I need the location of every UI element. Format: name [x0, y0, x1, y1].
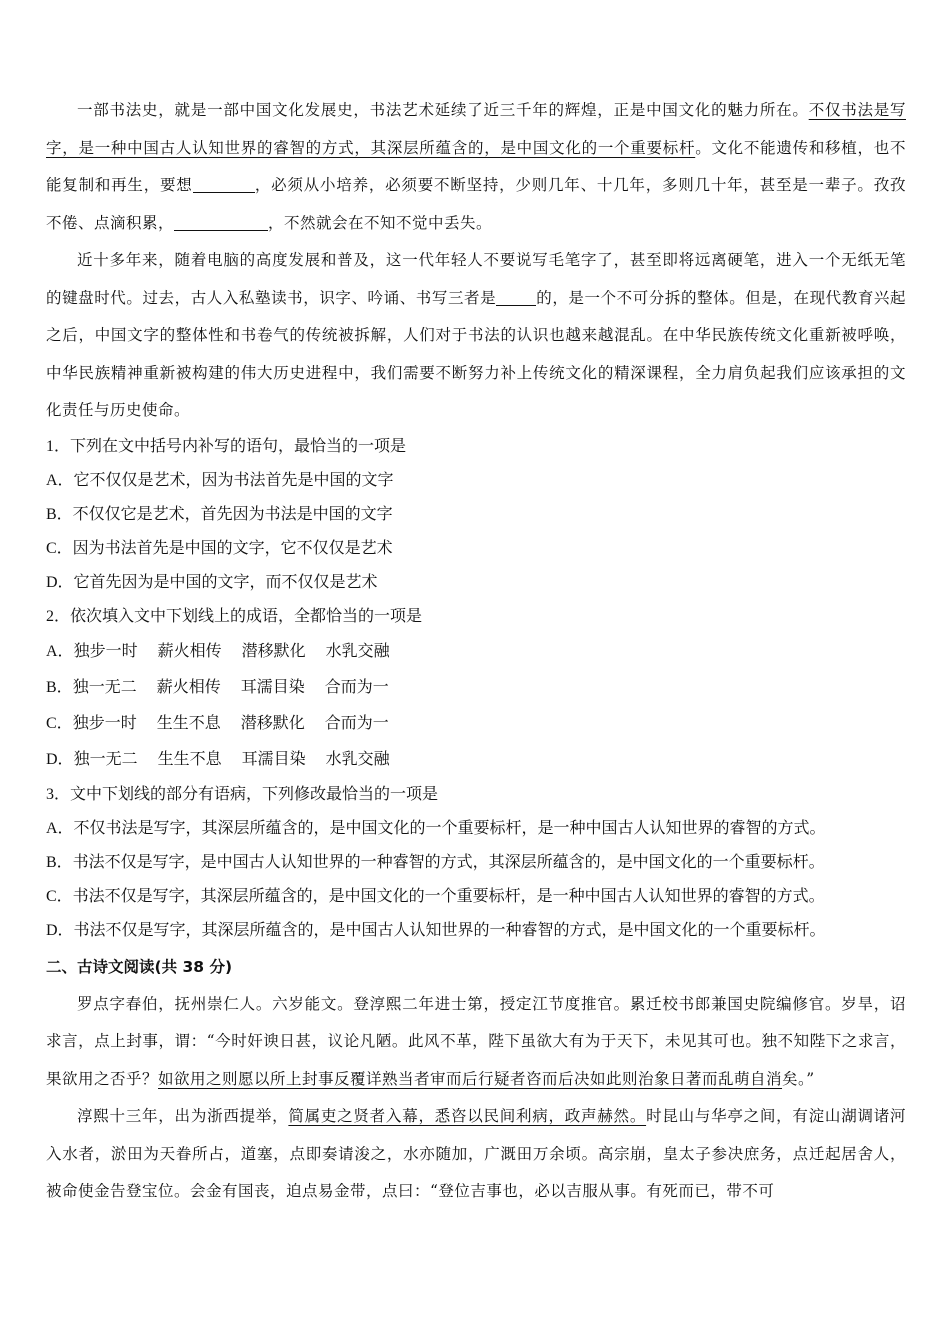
option-d: D．它首先因为是中国的文字，而不仅仅是艺术	[46, 573, 378, 591]
option-b: B．书法不仅是写字，是中国古人认知世界的一种睿智的方式，其深层所蕴含的，是中国文化的一个重要标杆。	[46, 853, 825, 871]
idiom: 薪火相传	[156, 678, 221, 696]
idiom: 水乳交融	[325, 750, 390, 768]
underlined-sentence: 简属吏之贤者入幕，悉咨以民间利病，政声赫然。	[288, 1107, 647, 1125]
idiom: 独步一时	[73, 642, 138, 660]
idiom: 生生不息	[156, 714, 221, 732]
classical-paragraph1	[46, 986, 906, 1099]
classical-text: 罗点字春伯，抚州崇仁人。六岁能文。登淳熙二年进士第，授定江节度推官。累迁校书郎兼国史院编修官。岁旱，诏求言，点上封事，谓：“今时奸谀日甚，议论凡陋。此风不革，陛下虽欲大有为于天下，未见其可也。独不知陛下之求言，果欲用之否乎？	[46, 994, 906, 1088]
passage1-text: 的，是一个不可分拆的整体。但是，在现代教育兴起之后，中国文字的整体性和书卷气的传统被拆解，人们对于书法的认识也越来越混乱。在中华民族传统文化重新被呼唤，中华民族精神重新被构建的伟大历史进程中，我们需要不断努力补上传统文化的精深课程，全力肩负起我们应该承担的文化责任与历史使命。	[46, 288, 906, 419]
fill-blank	[174, 214, 268, 231]
idiom: 耳濡目染	[241, 750, 306, 768]
option-label: B．	[46, 678, 73, 696]
idiom: 独一无二	[73, 750, 138, 768]
idiom: 独一无二	[72, 678, 137, 696]
option-d	[46, 742, 906, 778]
option-d: D．书法不仅是写字，其深层所蕴含的，是中国古人认知世界的一种睿智的方式，是中国文化的一个重要标杆。	[46, 921, 826, 939]
fill-blank	[193, 176, 255, 193]
option-label: C．	[46, 714, 73, 732]
question-2	[46, 600, 906, 778]
idiom: 耳濡目染	[240, 678, 305, 696]
idiom: 潜移默化	[241, 642, 306, 660]
option-a: A．不仅书法是写字，其深层所蕴含的，是中国文化的一个重要标杆，是一种中国古人认知世界的睿智的方式。	[46, 819, 826, 837]
classical-text: 时昆山与华亭之间，有淀山湖调诸河入水者，淤田为天眷所占，道塞，点即奏请浚之，水亦随加，广溉田万余顷。高宗崩，皇太子参决庶务，点迁起居舍人，被命使金告登宝位。会金有国丧，迫点易金带，点曰：“登位吉事也，必以吉服从事。有死而已，带不可	[46, 1107, 906, 1200]
underlined-sentence: 不仅书法是写字，是一种中国古人认知世界的睿智的方式，其深层所蕴含的，是中国文化的一个重要标杆	[46, 101, 906, 157]
idiom: 独步一时	[72, 714, 137, 732]
idiom: 生生不息	[157, 750, 222, 768]
passage1-paragraph1	[46, 92, 906, 242]
passage1-text: 近十多年来，随着电脑的高度发展和普及，这一代年轻人不要说写毛笔字了，甚至即将远离硬笔，进入一个无纸无笔的键盘时代。过去，古人入私塾读书，识字、吟诵、书写三者是	[46, 251, 906, 307]
option-a	[46, 634, 906, 670]
fill-blank	[496, 289, 536, 306]
option-c: C．书法不仅是写字，其深层所蕴含的，是中国文化的一个重要标杆，是一种中国古人认知世界的睿智的方式。	[46, 887, 825, 905]
passage1-text: 一部书法史，就是一部中国文化发展史，书法艺术延续了近三千年的辉煌，正是中国文化的魅力所在。	[77, 101, 809, 119]
option-c	[46, 706, 906, 742]
option-b: B．不仅仅它是艺术，首先因为书法是中国的文字	[46, 505, 393, 523]
classical-text: 矣。”	[782, 1069, 815, 1088]
idiom: 合而为一	[324, 714, 389, 732]
question-stem: 2．依次填入文中下划线上的成语，全都恰当的一项是	[46, 607, 423, 625]
passage1-text: ，不然就会在不知不觉中丢失。	[268, 213, 493, 232]
option-c: C．因为书法首先是中国的文字，它不仅仅是艺术	[46, 539, 393, 557]
idiom: 薪火相传	[157, 642, 222, 660]
question-1	[46, 430, 906, 600]
option-b	[46, 670, 906, 706]
option-a: A．它不仅仅是艺术，因为书法首先是中国的文字	[46, 471, 394, 489]
idiom: 水乳交融	[325, 642, 390, 660]
passage1-text: ，必须从小培养，必须要不断坚持，少则几年、十几年，多则几十年，甚至是一辈子。孜孜不倦、点滴积累，	[46, 176, 906, 232]
classical-paragraph2	[46, 1098, 906, 1211]
question-stem: 1．下列在文中括号内补写的语句，最恰当的一项是	[46, 437, 407, 455]
passage1-text: 。文化不能遗传和移植，也不能复制和再生，要想	[46, 138, 906, 194]
idiom: 潜移默化	[240, 714, 305, 732]
section-title: 二、古诗文阅读(共 38 分)	[46, 957, 233, 976]
passage1-paragraph2	[46, 242, 906, 430]
idiom: 合而为一	[324, 678, 389, 696]
option-label: A．	[46, 642, 74, 660]
underlined-sentence: 如欲用之则愿以所上封事反覆详熟当者审而后行疑者咨而后决如此则治象日著而乱萌自消	[158, 1069, 783, 1088]
question-stem: 3．文中下划线的部分有语病，下列修改最恰当的一项是	[46, 785, 439, 803]
option-label: D．	[46, 750, 74, 768]
exam-page	[46, 92, 906, 1211]
question-3	[46, 778, 906, 948]
classical-text: 淳熙十三年，出为浙西提举，	[77, 1107, 289, 1125]
